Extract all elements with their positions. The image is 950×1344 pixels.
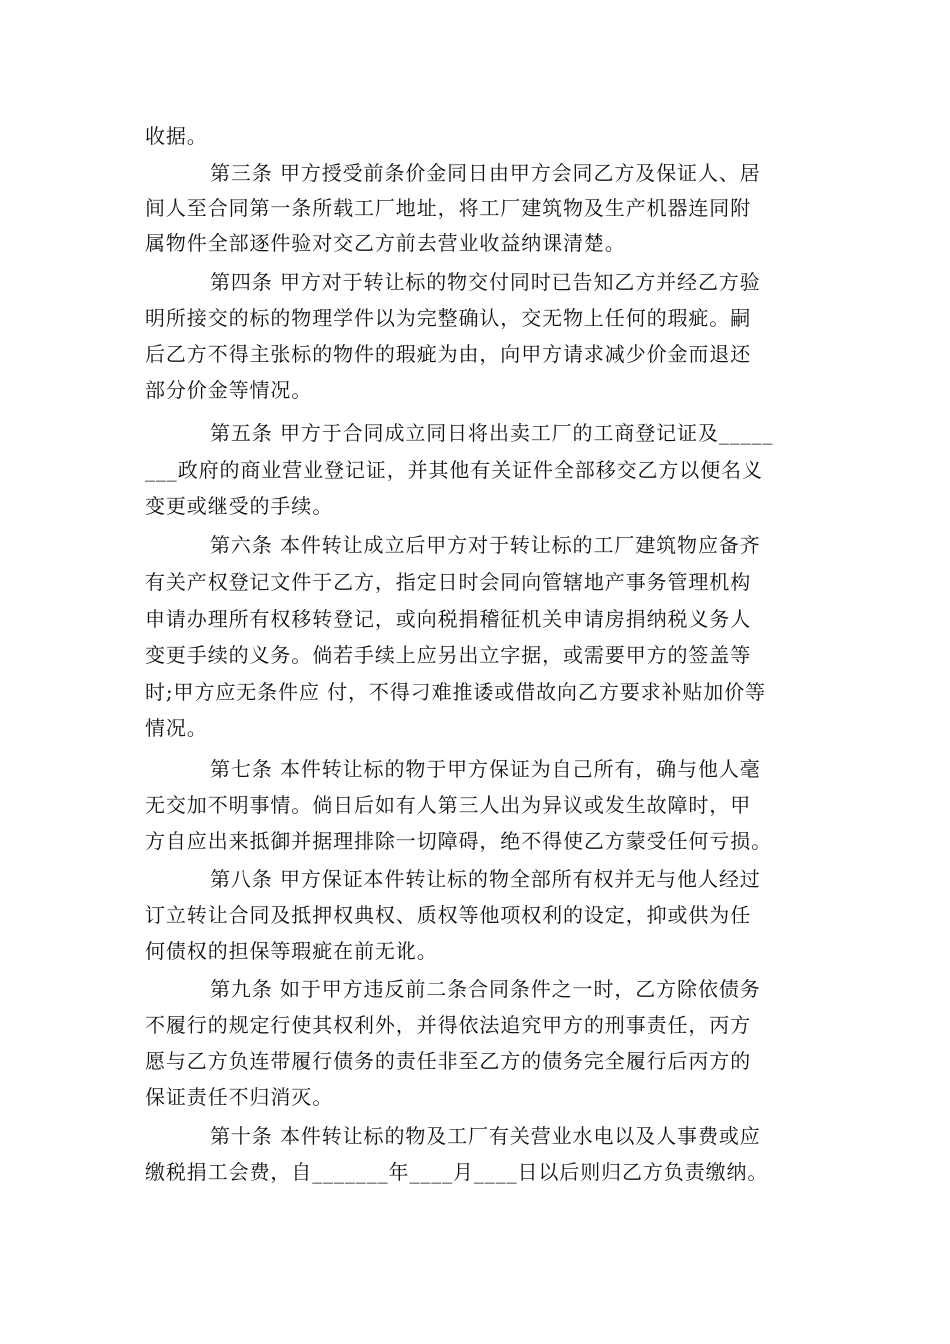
text-line: 收据。: [145, 124, 208, 148]
text-line: 有关产权登记文件于乙方，指定日时会同向管辖地产事务管理机构: [145, 570, 752, 594]
text-line: 订立转让合同及抵押权典权、质权等他项权利的设定，抑或供为任: [145, 903, 752, 927]
text-line: 部分价金等情况。: [145, 378, 313, 402]
text-line: 情况。: [145, 716, 208, 740]
text-line: 方自应出来抵御并据理排除一切障碍，绝不得使乙方蒙受任何亏损。: [145, 829, 772, 853]
clause-8-start: 第八条 甲方保证本件转让标的物全部所有权并无与他人经过: [210, 867, 761, 891]
text-line: 愿与乙方负连带履行债务的责任非至乙方的债务完全履行后丙方的: [145, 1049, 752, 1073]
clause-4-start: 第四条 甲方对于转让标的物交付同时已告知乙方并经乙方验: [210, 270, 761, 294]
text-line: 保证责任不归消灭。: [145, 1085, 334, 1109]
text-line: 后乙方不得主张标的物件的瑕疵为由，向甲方请求减少价金而退还: [145, 342, 752, 366]
clause-9-start: 第九条 如于甲方违反前二条合同条件之一时，乙方除依债务: [210, 977, 761, 1001]
text-line: 缴税捐工会费，自_______年____月____日以后则归乙方负责缴纳。: [145, 1160, 769, 1184]
text-line: 不履行的规定行使其权利外，并得依法追究甲方的刑事责任，丙方: [145, 1013, 752, 1037]
text-line: 明所接交的标的物理学件以为完整确认，交无物上任何的瑕疵。嗣: [145, 306, 752, 330]
clause-7-start: 第七条 本件转让标的物于甲方保证为自己所有，确与他人毫: [210, 757, 761, 781]
clause-10-start: 第十条 本件转让标的物及工厂有关营业水电以及人事费或应: [210, 1124, 761, 1148]
text-line: 申请办理所有权移转登记，或向税捐稽征机关申请房捐纳税义务人: [145, 607, 752, 631]
text-line: 何债权的担保等瑕疵在前无讹。: [145, 939, 438, 963]
text-line: 属物件全部逐件验对交乙方前去营业收益纳课清楚。: [145, 231, 626, 255]
text-line: 时;甲方应无条件应 付，不得刁难推诿或借故向乙方要求补贴加价等: [145, 680, 766, 704]
text-line: 无交加不明事情。倘日后如有人第三人出为异议或发生故障时，甲: [145, 793, 752, 817]
text-line: 间人至合同第一条所载工厂地址，将工厂建筑物及生产机器连同附: [145, 196, 752, 220]
text-line: ___政府的商业营业登记证，并其他有关证件全部移交乙方以便名义: [145, 458, 763, 482]
clause-5-start: 第五条 甲方于合同成立同日将出卖工厂的工商登记证及_____: [210, 421, 774, 445]
clause-6-start: 第六条 本件转让成立后甲方对于转让标的工厂建筑物应备齐: [210, 533, 761, 557]
text-line: 变更手续的义务。倘若手续上应另出立字据，或需要甲方的签盖等: [145, 643, 752, 667]
text-line: 变更或继受的手续。: [145, 494, 334, 518]
clause-3-start: 第三条 甲方授受前条价金同日由甲方会同乙方及保证人、居: [210, 161, 761, 185]
